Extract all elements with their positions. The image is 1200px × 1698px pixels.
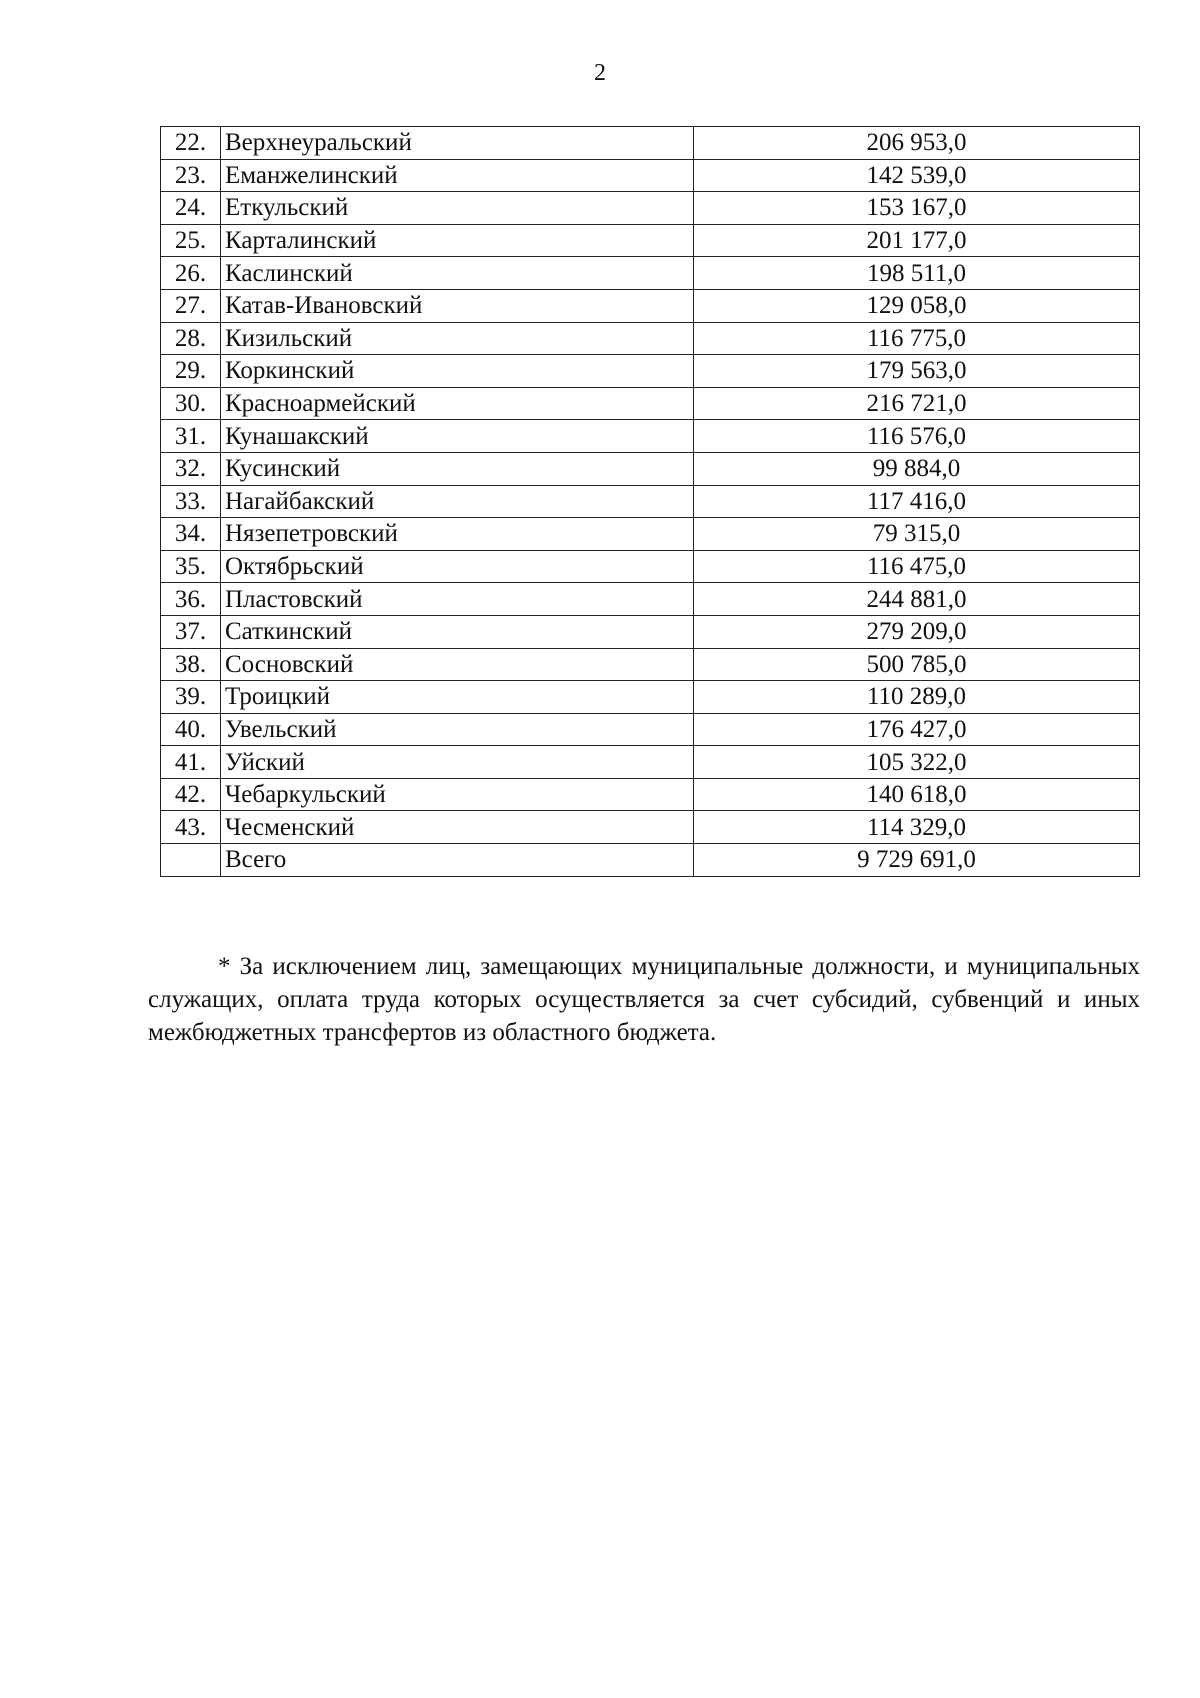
- table-row: [161, 289, 1140, 322]
- district-name: Уйский: [221, 746, 694, 779]
- table-row: [161, 485, 1140, 518]
- row-number: 36.: [161, 583, 221, 616]
- table-row: [161, 420, 1140, 453]
- amount-value: 500 785,0: [694, 648, 1140, 681]
- row-number: 34.: [161, 518, 221, 551]
- table-row: [161, 615, 1140, 648]
- district-name: Увельский: [221, 713, 694, 746]
- row-number: 27.: [161, 289, 221, 322]
- district-name: Верхнеуральский: [221, 127, 694, 160]
- district-name: Еткульский: [221, 192, 694, 225]
- row-number: 28.: [161, 322, 221, 355]
- district-name: Троицкий: [221, 681, 694, 714]
- district-name: Чесменский: [221, 811, 694, 844]
- table-row: [161, 355, 1140, 388]
- amount-value: 116 475,0: [694, 550, 1140, 583]
- district-name: Сосновский: [221, 648, 694, 681]
- amount-value: 116 576,0: [694, 420, 1140, 453]
- footnote: * За исключением лиц, замещающих муниципальные должности, и муниципальных служащих, оплата труда которых осуществляется за счет субсидий, субвенций и иных межбюджетных трансфертов из областного бюджета.: [148, 953, 1140, 1046]
- table-row: [161, 257, 1140, 290]
- amount-value: 201 177,0: [694, 224, 1140, 257]
- amount-value: 79 315,0: [694, 518, 1140, 551]
- table-row: [161, 518, 1140, 551]
- district-name: Коркинский: [221, 355, 694, 388]
- district-name: Октябрьский: [221, 550, 694, 583]
- total-value: 9 729 691,0: [694, 844, 1140, 877]
- row-number: 33.: [161, 485, 221, 518]
- district-name: Еманжелинский: [221, 159, 694, 192]
- table-row: [161, 550, 1140, 583]
- row-number: 38.: [161, 648, 221, 681]
- table-row: [161, 648, 1140, 681]
- amount-value: 153 167,0: [694, 192, 1140, 225]
- row-number: 41.: [161, 746, 221, 779]
- amount-value: 198 511,0: [694, 257, 1140, 290]
- row-number: 29.: [161, 355, 221, 388]
- row-number: 24.: [161, 192, 221, 225]
- row-number: 22.: [161, 127, 221, 160]
- total-number: [161, 844, 221, 877]
- total-label: Всего: [221, 844, 694, 877]
- table-row: [161, 192, 1140, 225]
- table-row: [161, 681, 1140, 714]
- row-number: 31.: [161, 420, 221, 453]
- table-row: [161, 127, 1140, 160]
- district-name: Нагайбакский: [221, 485, 694, 518]
- table-row: [161, 583, 1140, 616]
- amount-value: 176 427,0: [694, 713, 1140, 746]
- row-number: 23.: [161, 159, 221, 192]
- data-table: [160, 126, 1140, 877]
- amount-value: 129 058,0: [694, 289, 1140, 322]
- row-number: 39.: [161, 681, 221, 714]
- district-name: Каслинский: [221, 257, 694, 290]
- table-body: [161, 127, 1140, 877]
- amount-value: 105 322,0: [694, 746, 1140, 779]
- row-number: 42.: [161, 778, 221, 811]
- amount-value: 99 884,0: [694, 452, 1140, 485]
- amount-value: 117 416,0: [694, 485, 1140, 518]
- table-row: [161, 159, 1140, 192]
- amount-value: 179 563,0: [694, 355, 1140, 388]
- district-name: Кусинский: [221, 452, 694, 485]
- table-row: [161, 452, 1140, 485]
- table-row: [161, 811, 1140, 844]
- row-number: 26.: [161, 257, 221, 290]
- district-name: Саткинский: [221, 615, 694, 648]
- district-name: Кизильский: [221, 322, 694, 355]
- row-number: 37.: [161, 615, 221, 648]
- district-name: Чебаркульский: [221, 778, 694, 811]
- row-number: 32.: [161, 452, 221, 485]
- row-number: 35.: [161, 550, 221, 583]
- total-row: [161, 844, 1140, 877]
- table-row: [161, 322, 1140, 355]
- district-name: Карталинский: [221, 224, 694, 257]
- district-name: Катав-Ивановский: [221, 289, 694, 322]
- table-row: [161, 387, 1140, 420]
- row-number: 43.: [161, 811, 221, 844]
- amount-value: 142 539,0: [694, 159, 1140, 192]
- district-name: Кунашакский: [221, 420, 694, 453]
- amount-value: 114 329,0: [694, 811, 1140, 844]
- district-name: Нязепетровский: [221, 518, 694, 551]
- amount-value: 206 953,0: [694, 127, 1140, 160]
- amount-value: 279 209,0: [694, 615, 1140, 648]
- table-row: [161, 713, 1140, 746]
- amount-value: 216 721,0: [694, 387, 1140, 420]
- amount-value: 110 289,0: [694, 681, 1140, 714]
- table-row: [161, 224, 1140, 257]
- table-row: [161, 746, 1140, 779]
- amount-value: 244 881,0: [694, 583, 1140, 616]
- district-name: Пластовский: [221, 583, 694, 616]
- amount-value: 140 618,0: [694, 778, 1140, 811]
- district-name: Красноармейский: [221, 387, 694, 420]
- row-number: 40.: [161, 713, 221, 746]
- table-row: [161, 778, 1140, 811]
- amount-value: 116 775,0: [694, 322, 1140, 355]
- row-number: 25.: [161, 224, 221, 257]
- page-number: 2: [594, 60, 606, 86]
- row-number: 30.: [161, 387, 221, 420]
